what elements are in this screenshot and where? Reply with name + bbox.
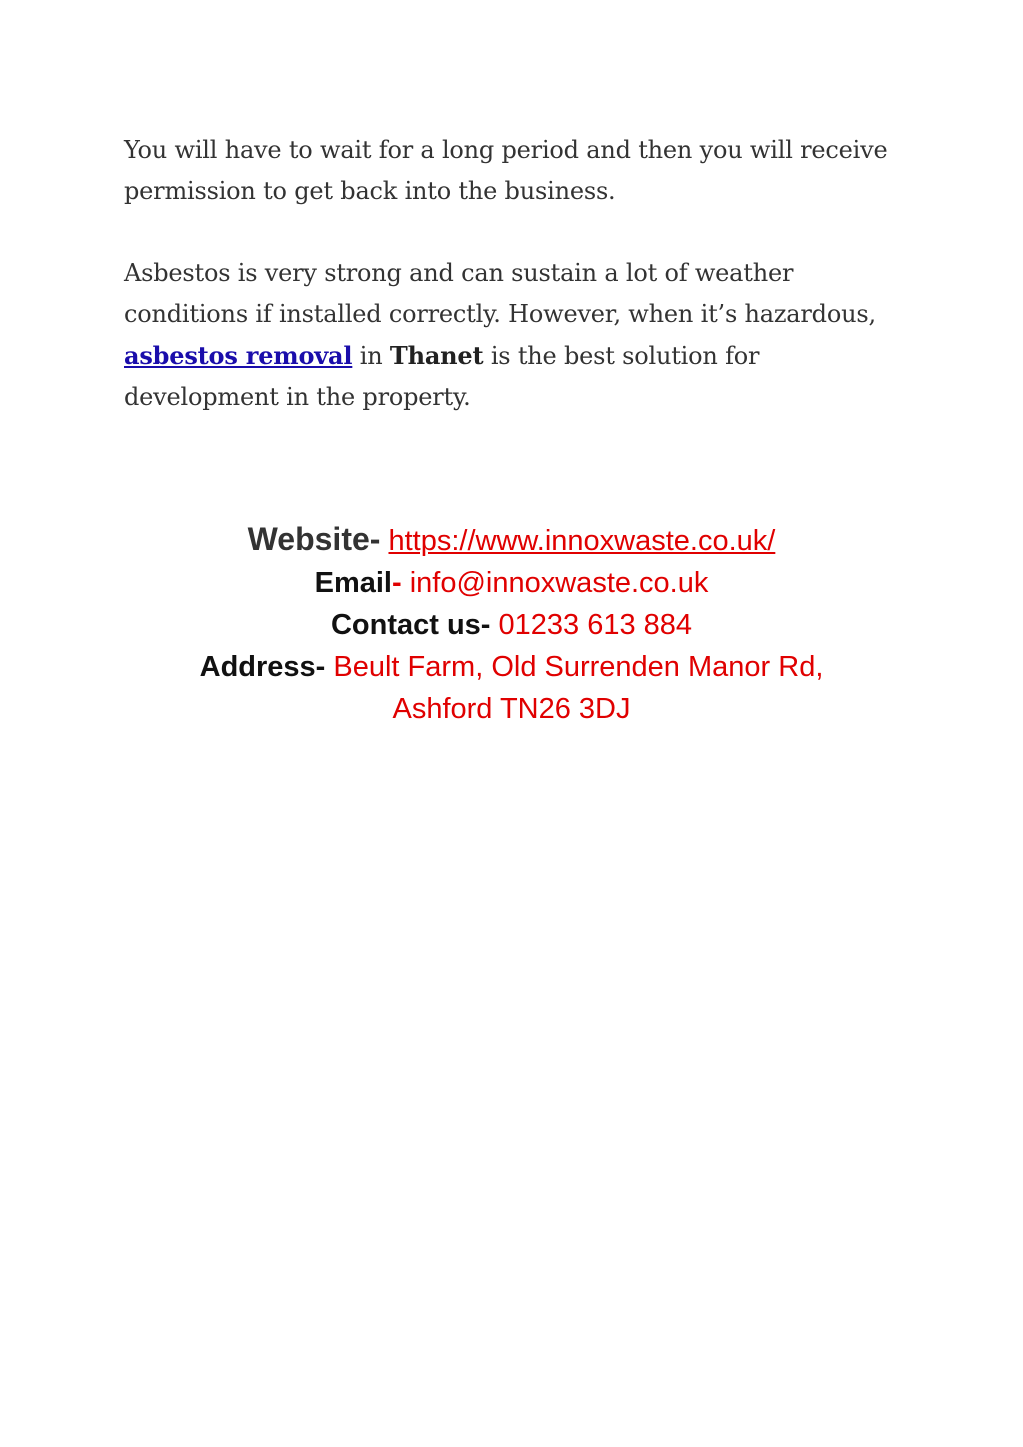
contact-row <box>0 604 1023 646</box>
address-line-2: Ashford TN26 3DJ <box>392 693 631 725</box>
contact-label: Contact us- <box>330 609 491 641</box>
email-dash: - <box>391 567 402 599</box>
email-row <box>0 562 1023 604</box>
email-label: Email <box>314 567 392 599</box>
website-row <box>0 518 1023 562</box>
paragraph-wait-permission: You will have to wait for a long period and then you will receive permission to get back into the business. <box>124 136 888 205</box>
website-link[interactable]: https://www.innoxwaste.co.uk/ <box>388 525 776 557</box>
paragraph-asbestos-text-2: in <box>352 342 390 370</box>
address-label: Address- <box>199 651 326 683</box>
paragraph-asbestos <box>124 253 904 418</box>
location-thanet: Thanet <box>389 341 484 370</box>
phone-value[interactable]: 01233 613 884 <box>498 609 693 641</box>
paragraph-asbestos-text-1: Asbestos is very strong and can sustain a lot of weather conditions if installed correctly. However, when it’s hazardous, <box>124 259 876 328</box>
website-label: Website- <box>247 521 381 557</box>
paragraph-asbestos-text-3: is the best solution for development in the property. <box>124 342 760 411</box>
asbestos-removal-link[interactable]: asbestos removal <box>124 341 353 370</box>
address-row <box>0 646 1023 688</box>
contact-block <box>0 518 1023 730</box>
address-row-2 <box>0 688 1023 730</box>
address-line-1: Beult Farm, Old Surrenden Manor Rd, <box>333 651 824 683</box>
email-value[interactable]: info@innoxwaste.co.uk <box>409 567 709 599</box>
